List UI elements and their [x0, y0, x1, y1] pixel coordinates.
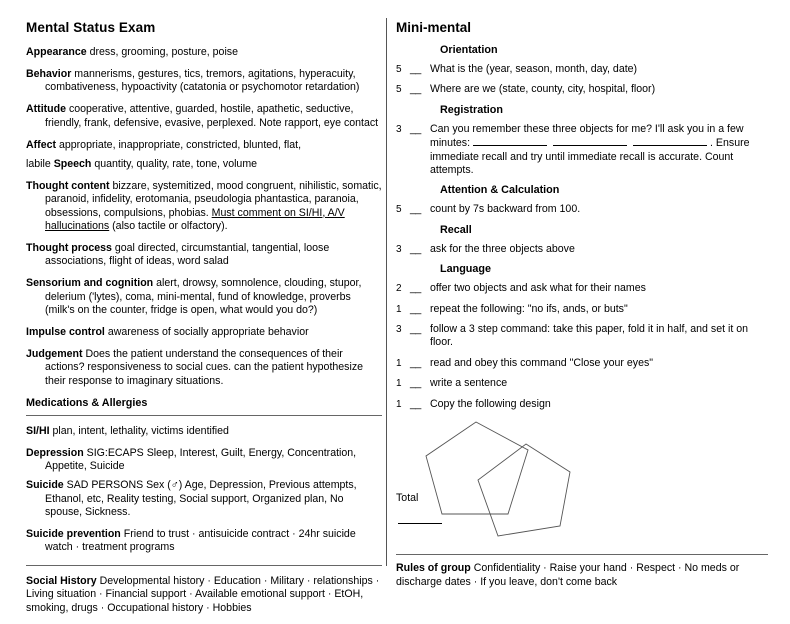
item-points: 5 — [396, 84, 402, 96]
item-points: 3 — [396, 243, 402, 255]
entry-text: dress, grooming, posture, poise — [86, 46, 238, 58]
divider-rule-social-history — [26, 565, 382, 566]
copy-design-area — [396, 418, 768, 546]
item-text: What is the (year, season, month, day, date) — [430, 63, 638, 75]
entry-si-hi — [26, 425, 382, 438]
entry-text: mannerisms, gestures, tics, tremors, agitations, hyperacuity, combativeness, hypoactivity (catatonia or psychomotor retardation) — [45, 67, 360, 94]
mmse-item — [396, 282, 768, 295]
mini-mental-title: Mini-mental — [396, 20, 472, 35]
entry-term: Suicide prevention — [26, 528, 121, 541]
mmse-item — [396, 123, 768, 178]
mmse-item — [396, 203, 768, 216]
pentagon-right — [478, 444, 570, 536]
item-points: 1 — [396, 303, 402, 315]
entry-term: SI/HI — [26, 424, 50, 437]
item-text: ask for the three objects above — [430, 242, 575, 255]
item-text: Where are we (state, county, city, hospital, floor) — [430, 83, 656, 96]
item-points: 3 — [396, 123, 402, 135]
divider-rule-rules-of-group — [396, 554, 768, 555]
item-points: 1 — [396, 398, 402, 410]
item-text-pre: Can you remember these three objects for me? I'll ask you in a few minutes: — [430, 122, 744, 150]
item-text: follow a 3 step command: take this paper, fold it in half, and set it on floor. — [430, 323, 748, 349]
item-points: 5 — [396, 64, 402, 75]
total-score-blank[interactable] — [398, 522, 442, 524]
entry-text-after: (also tactile or olfactory). — [109, 220, 228, 233]
entry-prefix: labile — [26, 157, 54, 170]
entry-text: Does the patient understand the consequences of their actions? responsiveness to social cues. can the patient hypothesize their response to imaginary situations. — [45, 347, 364, 387]
item-points: 3 — [396, 324, 402, 336]
item-text: read and obey this command "Close your eyes" — [430, 356, 654, 369]
mmse-item — [396, 63, 768, 76]
score-blank[interactable]: __ — [410, 356, 421, 369]
entry-term: Suicide — [26, 479, 64, 492]
entry-term: Thought process — [26, 241, 112, 254]
group-heading-language: Language — [440, 263, 491, 276]
entry-behavior — [26, 68, 382, 95]
item-text-registration — [430, 123, 768, 178]
item-text-post: . Ensure immediate recall and try until immediate recall is accurate. Count attempts. — [430, 137, 750, 177]
entry-term: Thought content — [26, 179, 110, 192]
mmse-item — [396, 323, 768, 350]
mmse-item — [396, 303, 768, 316]
object-blank-1[interactable] — [473, 136, 547, 146]
entry-suicide — [26, 479, 382, 519]
score-blank[interactable]: __ — [410, 63, 421, 75]
group-heading-attention-calculation: Attention & Calculation — [440, 184, 560, 197]
entry-term: Affect — [26, 138, 57, 151]
score-blank[interactable]: __ — [410, 83, 421, 96]
entry-affect — [26, 139, 382, 152]
item-points: 1 — [396, 357, 402, 369]
mmse-item — [396, 377, 768, 390]
page-title: Mental Status Exam — [26, 20, 156, 35]
mini-mental-column — [396, 20, 768, 589]
score-blank[interactable]: __ — [410, 377, 421, 390]
score-blank[interactable]: __ — [410, 302, 421, 315]
entry-term: Depression — [26, 446, 84, 459]
group-heading-registration: Registration — [440, 103, 503, 116]
entry-term: Attitude — [26, 103, 67, 116]
entry-text: goal directed, circumstantial, tangential, loose associations, flight of ideas, word salad — [45, 241, 330, 268]
rules-of-group — [396, 562, 768, 589]
entry-impulse-control — [26, 326, 382, 339]
entry-term: Behavior — [26, 67, 72, 80]
entry-text: awareness of socially appropriate behavior — [104, 326, 309, 338]
entry-speech — [26, 158, 382, 171]
entry-term: Speech — [53, 157, 92, 170]
entry-text: cooperative, attentive, guarded, hostile, apathetic, seductive, friendly, frank, defensive, evasive, perplexed. Note rapport, eye contact — [45, 103, 379, 129]
item-points: 1 — [396, 378, 402, 390]
item-text: offer two objects and ask what for their names — [430, 282, 646, 295]
pentagon-left — [426, 422, 528, 514]
item-text: write a sentence — [430, 377, 508, 390]
group-heading-orientation: Orientation — [440, 44, 498, 56]
entry-thought-content — [26, 180, 382, 234]
rules-term: Rules of group — [396, 562, 471, 575]
entry-text: bizzare, systemitized, mood congruent, nihilistic, somatic, paranoid, infidelity, erotomania, pseudologia phantastica, paranoia, obsessions, compulsions, phobias. — [45, 179, 382, 219]
entry-text: plan, intent, lethality, victims identified — [49, 424, 229, 437]
item-points: 2 — [396, 283, 402, 295]
entry-suicide-prevention — [26, 528, 382, 555]
entry-text: appropriate, inappropriate, constricted, blunted, flat, — [56, 138, 302, 151]
mmse-item — [396, 357, 768, 370]
mmse-item — [396, 83, 768, 96]
interlocking-pentagons-icon — [420, 418, 610, 546]
entry-thought-process — [26, 242, 382, 269]
mental-status-exam-column — [26, 20, 382, 624]
entry-depression — [26, 447, 382, 474]
mmse-item — [396, 243, 768, 256]
item-text: count by 7s backward from 100. — [430, 203, 581, 216]
item-text: Copy the following design — [430, 397, 551, 410]
total-label: Total — [396, 492, 419, 505]
entry-text: alert, drowsy, somnolence, clouding, stupor, delerium ('lytes), coma, mini-mental, fund of knowledge, proverbs (milk's on the counter, fridge is open, what would you do?) — [45, 277, 362, 317]
score-blank[interactable]: __ — [410, 397, 421, 410]
entry-term: Impulse control — [26, 326, 105, 338]
group-heading-recall: Recall — [440, 223, 472, 236]
entry-sensorium-and-cognition — [26, 277, 382, 317]
score-blank[interactable]: __ — [410, 323, 421, 336]
score-blank[interactable]: __ — [410, 242, 421, 255]
item-text: repeat the following: "no ifs, ands, or buts" — [430, 302, 628, 315]
column-divider — [386, 18, 387, 566]
item-points: 5 — [396, 204, 402, 216]
entry-text: Friend to trust · antisuicide contract · 24hr suicide watch · treatment programs — [45, 528, 356, 554]
score-blank[interactable]: __ — [410, 282, 421, 295]
entry-text: quantity, quality, rate, tone, volume — [91, 157, 258, 170]
entry-appearance — [26, 46, 382, 59]
entry-text: SAD PERSONS Sex (♂) Age, Depression, Previous attempts, Ethanol, etc, Reality testing, Social support, Organized plan, No spouse, Sickness. — [45, 479, 357, 519]
entry-term: Judgement — [26, 347, 83, 360]
entry-term: Appearance — [26, 46, 87, 58]
entry-text: Developmental history · Education · Military · relationships · Living situation · Financial support · Available emotional support · EtOH, smoking, drugs · Occupational history · Hobbies — [26, 574, 380, 615]
score-blank[interactable]: __ — [410, 122, 421, 135]
entry-term: Sensorium and cognition — [26, 277, 154, 290]
medications-allergies-heading: Medications & Allergies — [26, 396, 148, 409]
score-blank[interactable]: __ — [410, 203, 421, 216]
entry-term: Social History — [26, 574, 97, 587]
object-blank-2[interactable] — [553, 136, 627, 146]
entry-attitude — [26, 103, 382, 130]
entry-judgement — [26, 348, 382, 388]
entry-underlined-note: Must comment on SI/HI, A/V hallucinations — [45, 206, 345, 233]
rules-text: Confidentiality · Raise your hand · Respect · No meds or discharge dates · If you leave, don't come back — [396, 562, 740, 588]
object-blank-3[interactable] — [633, 136, 707, 146]
divider-rule-medications — [26, 415, 382, 416]
mmse-item — [396, 398, 768, 411]
entry-text: SIG:ECAPS Sleep, Interest, Guilt, Energy, Concentration, Appetite, Suicide — [45, 446, 357, 472]
